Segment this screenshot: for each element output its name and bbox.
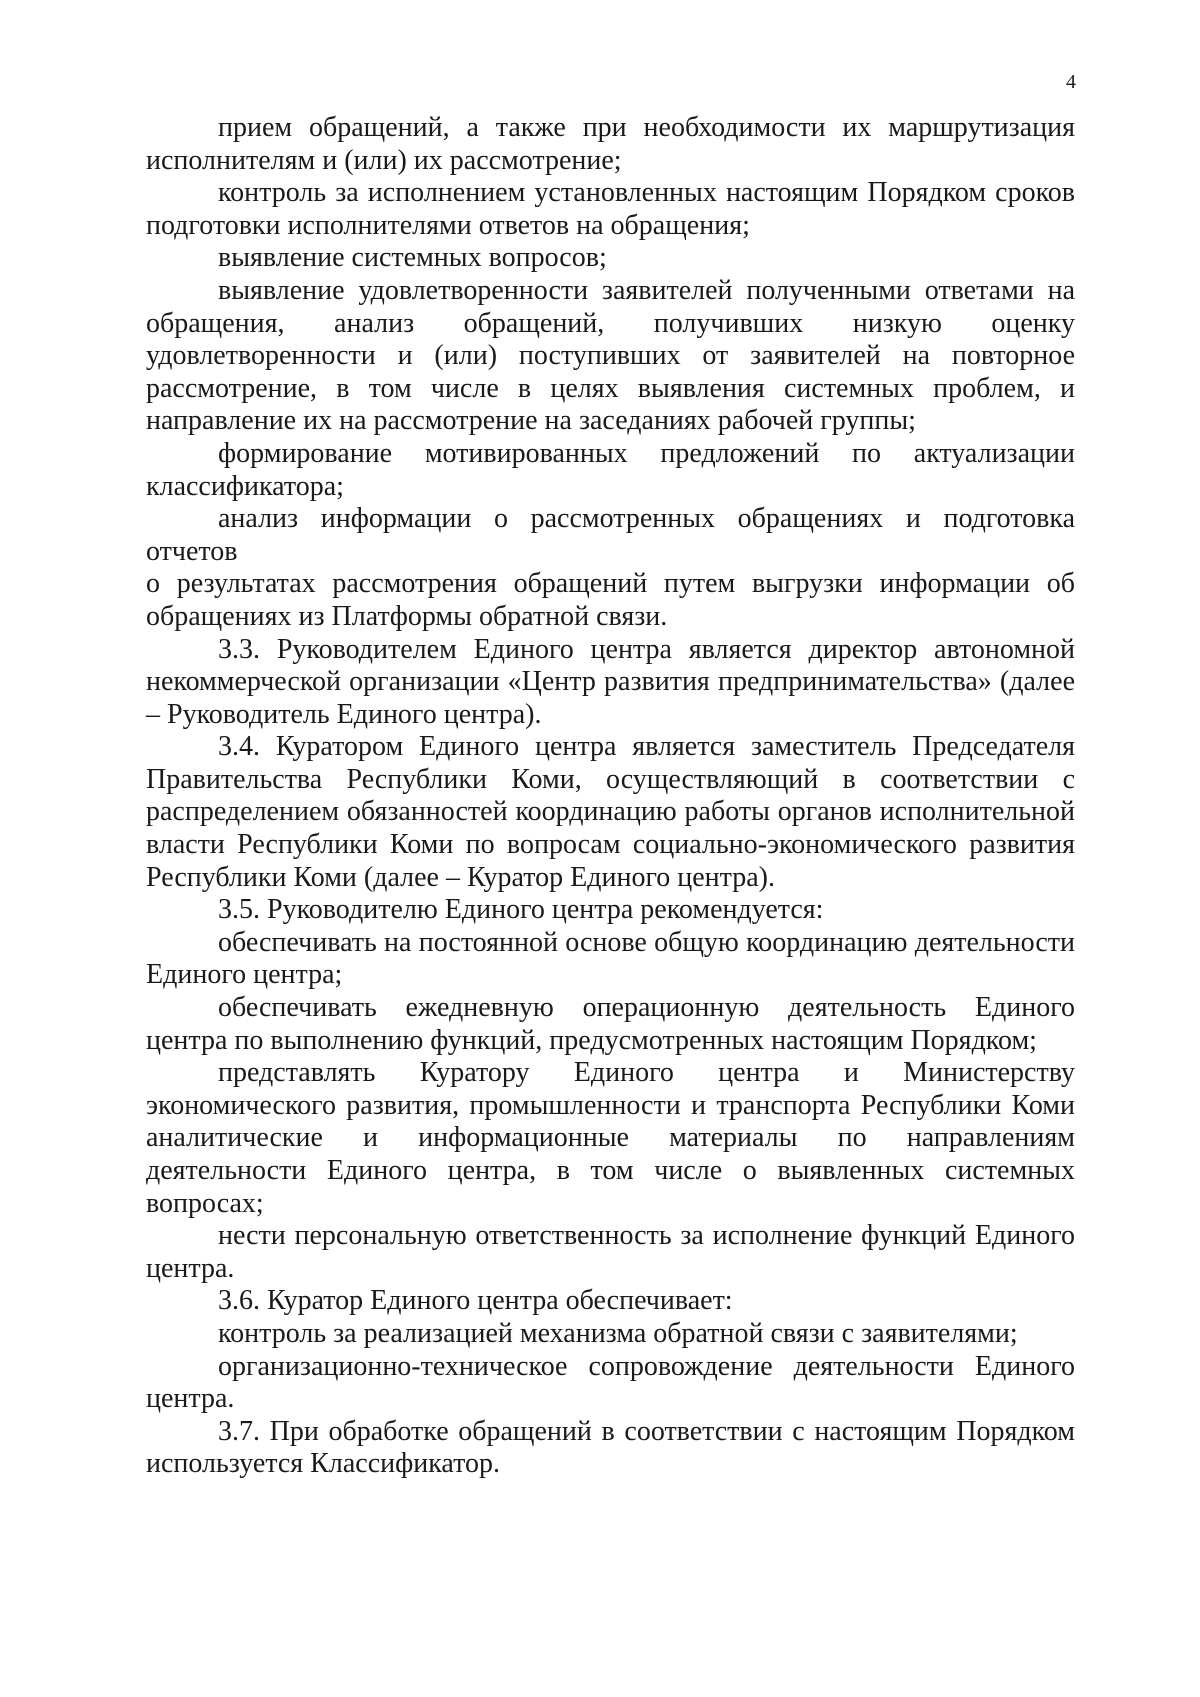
paragraph: прием обращений, а также при необходимости их маршрутизация исполнителям и (или) их рассмотрение; (146, 112, 1075, 176)
paragraph: выявление системных вопросов; (218, 242, 607, 274)
paragraph: контроль за исполнением установленных настоящим Порядком сроков подготовки исполнителями ответов на обращения; (146, 177, 1075, 241)
paragraph: 3.5. Руководителю Единого центра рекомендуется: (218, 894, 824, 926)
paragraph: 3.7. При обработке обращений в соответствии с настоящим Порядком используется Классификатор. (146, 1415, 1075, 1480)
paragraph: 3.3. Руководителем Единого центра является директор автономной некоммерческой организации «Центр развития предпринимательства» (далее – Руководитель Единого центра). (146, 633, 1075, 730)
paragraph: 3.4. Куратором Единого центра является заместитель Председателя Правительства Республики Коми, осуществляющий в соответствии с распределением обязанностей координацию работы органов исполнительной власти Республики Коми по вопросам социально-экономического развития Республики Коми (далее – Куратор Единого центра). (146, 731, 1075, 893)
paragraph: представлять Куратору Единого центра и Министерству экономического развития, промышленности и транспорта Республики Коми аналитические и информационные материалы по направлениям деятельности Единого центра, в том числе о выявленных системных вопросах; (146, 1057, 1075, 1219)
document-body (146, 112, 1075, 1481)
paragraph: организационно-техническое сопровождение деятельности Единого центра. (146, 1350, 1075, 1415)
paragraph: формирование мотивированных предложений по актуализации классификатора; (146, 437, 1075, 502)
paragraph: контроль за реализацией механизма обратной связи с заявителями; (218, 1317, 1018, 1349)
paragraph: обеспечивать на постоянной основе общую координацию деятельности Единого центра; (146, 926, 1075, 991)
paragraph: анализ информации о рассмотренных обращениях и подготовка отчетов (146, 503, 1075, 567)
page-number: 4 (1066, 71, 1076, 93)
paragraph: о результатах рассмотрения обращений путем выгрузки информации об обращениях из Платформы обратной связи. (146, 568, 1075, 632)
paragraph: 3.6. Куратор Единого центра обеспечивает: (218, 1285, 733, 1317)
paragraph: нести персональную ответственность за исполнение функций Единого центра. (146, 1220, 1075, 1284)
paragraph: выявление удовлетворенности заявителей полученными ответами на обращения, анализ обращений, получивших низкую оценку удовлетворенности и (или) поступивших от заявителей на повторное рассмотрение, в том числе в целях выявления системных проблем, и направление их на рассмотрение на заседаниях рабочей группы; (146, 274, 1075, 437)
paragraph: обеспечивать ежедневную операционную деятельность Единого центра по выполнению функций, предусмотренных настоящим Порядком; (146, 992, 1075, 1056)
